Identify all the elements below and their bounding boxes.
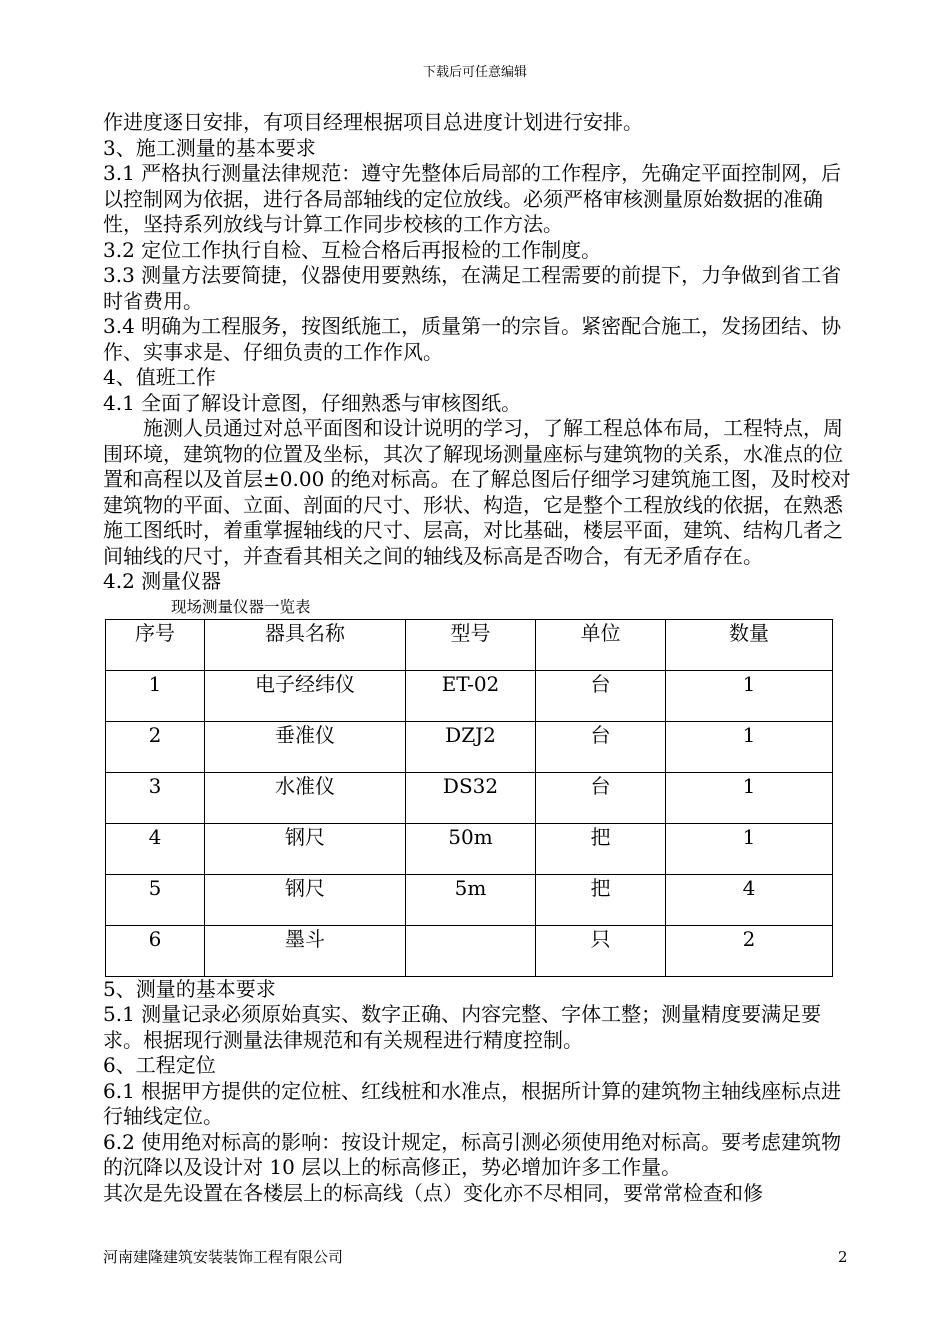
table-cell: 台: [536, 721, 666, 772]
paragraph: 5、测量的基本要求: [103, 976, 276, 1001]
column-header: 序号: [106, 619, 205, 670]
table-cell: 台: [536, 670, 666, 721]
table-caption: 现场测量仪器一览表: [171, 597, 311, 616]
table-row: [106, 721, 833, 772]
table-header: [106, 619, 833, 670]
table-cell: DZJ2: [406, 721, 536, 772]
table-cell: 1: [666, 772, 833, 823]
table-cell: 1: [106, 670, 205, 721]
paragraph: 3.3 测量方法要简捷，仪器使用要熟练，在满足工程需要的前提下，力争做到省工省时省费用。: [103, 263, 842, 313]
table-cell: 1: [666, 721, 833, 772]
table-cell: 5m: [406, 874, 536, 925]
page-number: 2: [838, 1248, 848, 1266]
table-row: [106, 874, 833, 925]
paragraph: 6.1 根据甲方提供的定位桩、红线桩和水准点，根据所计算的建筑物主轴线座标点进行轴线定位。: [103, 1078, 842, 1128]
paragraph: 5.1 测量记录必须原始真实、数字正确、内容完整、字体工整；测量精度要满足要求。根据现行测量法律规范和有关规程进行精度控制。: [103, 1002, 822, 1052]
paragraph: 3.4 明确为工程服务，按图纸施工，质量第一的宗旨。紧密配合施工，发扬团结、协作、实事求是、仔细负责的工作作风。: [103, 314, 842, 364]
footer-company: 河南建隆建筑安装装饰工程有限公司: [103, 1248, 344, 1266]
paragraph: 4.2 测量仪器: [103, 569, 222, 593]
paragraph: 3.2 定位工作执行自检、互检合格后再报检的工作制度。: [103, 237, 602, 262]
column-header: 型号: [406, 619, 536, 670]
paragraph: 其次是先设置在各楼层上的标高线（点）变化亦不尽相同，要常常检查和修: [103, 1180, 763, 1205]
table-cell: 电子经纬仪: [205, 670, 406, 721]
table-cell: 4: [666, 874, 833, 925]
table-cell: 墨斗: [205, 925, 406, 976]
instrument-table: [105, 619, 833, 977]
column-header: 数量: [666, 619, 833, 670]
table-row: [106, 772, 833, 823]
table-cell: 钢尺: [205, 874, 406, 925]
table-cell: 50m: [406, 823, 536, 874]
table-header-row: [106, 619, 833, 670]
table-cell: 垂准仪: [205, 721, 406, 772]
table-cell: 1: [666, 823, 833, 874]
table-cell: 3: [106, 772, 205, 823]
column-header: 单位: [536, 619, 666, 670]
paragraphs-after-table: [103, 977, 853, 1207]
paragraph: 6、工程定位: [103, 1053, 216, 1077]
table-cell: 钢尺: [205, 823, 406, 874]
table-body: [106, 670, 833, 976]
table-cell: 把: [536, 874, 666, 925]
table-cell: 只: [536, 925, 666, 976]
table-cell: DS32: [406, 772, 536, 823]
paragraphs-before-table: [103, 110, 853, 595]
table-cell: 水准仪: [205, 772, 406, 823]
paragraph: 3.1 严格执行测量法律规范：遵守先整体后局部的工作程序，先确定平面控制网，后以控制网为依据，进行各局部轴线的定位放线。必须严格审核测量原始数据的准确性，坚持系列放线与计算工作同步校核的工作方法。: [103, 161, 842, 236]
table-cell: 把: [536, 823, 666, 874]
table-row: [106, 823, 833, 874]
column-header: 器具名称: [205, 619, 406, 670]
paragraph: 3、施工测量的基本要求: [103, 135, 316, 160]
table-cell: 1: [666, 670, 833, 721]
document-body: [103, 110, 853, 1206]
table-cell: [406, 925, 536, 976]
page-header-note: 下载后可任意编辑: [422, 65, 527, 80]
paragraph: 4.1 全面了解设计意图，仔细熟悉与审核图纸。: [103, 390, 522, 415]
table-row: [106, 925, 833, 976]
table-cell: 2: [106, 721, 205, 772]
table-cell: 2: [666, 925, 833, 976]
paragraph: 施测人员通过对总平面图和设计说明的学习，了解工程总体布局，工程特点，周围环境，建筑物的位置及坐标，其次了解现场测量座标与建筑物的关系，水准点的位置和高程以及首层±0.00 的绝对标高。在了解总图后仔细学习建筑施工图，及时校对建筑物的平面、立面、剖面的尺寸、形状、构造，它是整个工程放线的依据，在熟悉施工图纸时，着重掌握轴线的尺寸、层高，对比基础，楼层平面，建筑、结构几者之间轴线的尺寸，并查看其相关之间的轴线及标高是否吻合，有无矛盾存在。: [103, 416, 851, 568]
paragraph: 作进度逐日安排，有项目经理根据项目总进度计划进行安排。: [103, 110, 643, 134]
table-cell: 6: [106, 925, 205, 976]
table-cell: 4: [106, 823, 205, 874]
paragraph: 4、值班工作: [103, 365, 216, 389]
table-cell: 5: [106, 874, 205, 925]
paragraph: 6.2 使用绝对标高的影响：按设计规定，标高引测必须使用绝对标高。要考虑建筑物的沉降以及设计对 10 层以上的标高修正，势必增加许多工作量。: [103, 1129, 842, 1179]
table-cell: ET-02: [406, 670, 536, 721]
table-cell: 台: [536, 772, 666, 823]
table-row: [106, 670, 833, 721]
